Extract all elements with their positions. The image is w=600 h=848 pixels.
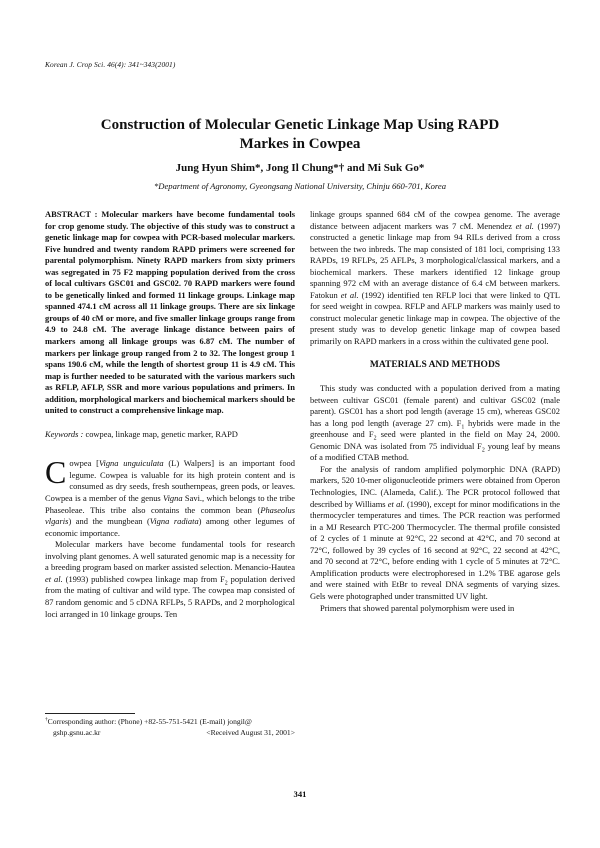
methods-paragraph-1: This study was conducted with a population derived from a mating between cultivar GSC01 (female parent) and cultivar GSC02 (male parent). GSC01 has a short pod length (average 15 cm), whereas GSC02 has a long pod length (average 27 cm). $F_1$ hybrids were made in the greenhouse and $F_2$ seed were planted in the field on May 24, 2000. Genomic DNA was isolated from 75 individual $F_2$ young leaf by means of a modified CTAB method. [310, 383, 560, 463]
received-date: <Received August 31, 2001> [206, 727, 295, 737]
footnote-line-1: †Corresponding author: (Phone) +82-55-751-5421 (E-mail) jongil@ [45, 716, 252, 726]
right-column [310, 209, 560, 614]
drop-cap: C [45, 454, 67, 491]
title-line-1: Construction of Molecular Genetic Linkage Map Using RAPD [100, 117, 500, 133]
footnote-divider [45, 713, 135, 714]
methods-paragraph-3: Primers that showed parental polymorphism were used in [320, 602, 515, 613]
page-number: 341 [293, 789, 307, 799]
author-affiliation: *Department of Agronomy, Gyeongsang National University, Chinju 660-701, Korea [153, 181, 447, 191]
journal-citation: Korean J. Crop Sci. 46(4): 341~343(2001) [45, 60, 176, 69]
keywords-text: cowpea, linkage map, genetic marker, RAPD [83, 428, 238, 439]
abstract: ABSTRACT : Molecular markers have become fundamental tools for crop genome study. The objective of this study was to construct a genetic linkage map for cowpea with PCR-based molecular markers. Five hundred and twenty random RAPD primers were screened for parental polymorphism. Ninety RAPD markers from sixty primers was segregated in 75 F2 mapping population derived from the cross of local cultivars GSC01 and GSC02. 70 RAPD markers were found to be genetically linked and formed 11 linkage groups. Linkage map spanned 474.1 cM across all 11 linkage groups. There are six linkage groups of 40 cM or more, and five smaller linkage groups range from 4.9 to 24.8 cM. The average linkage distance between pairs of markers among all linkage groups was 6.87 cM. The number of markers per linkage group ranged from 2 to 32. The longest group 1 spans 190.6 cM, while the length of shortest group 11 is 4.9 cM. This map is further needed to be saturated with the various markers such as RFLP, AFLP, SSR and more various populations and primers. In addition, morphological markers and biochemical markers should be united to construct a comprehensive linkage map. [45, 209, 295, 416]
left-column [45, 209, 295, 620]
intro-paragraph-1: Cowpea [Vigna unguiculata (L) Walpers] is an important food legume. Cowpea is valuable for its high protein content and is consumed as dry seeds, fresh southernpeas, green pods, or leaves. Cowpea is a member of the genus Vigna Savi., which belongs to the tribe Phaseoleae. This tribe also contains the common bean (Phaseolus vlgaris) and the mungbean (Vigna radiata) among other legumes of economic importance. [45, 454, 296, 538]
title-line-2: Markes in Cowpea [239, 136, 361, 152]
author-list: Jung Hyun Shim*, Jong Il Chung*† and Mi Suk Go* [175, 162, 425, 174]
keywords-label: Keywords : [45, 428, 84, 439]
paper-title [60, 116, 540, 154]
corresponding-author-footnote [45, 717, 295, 738]
keywords [45, 429, 295, 441]
intro-paragraph-2: Molecular markers have become fundamental tools for research involving plant genomes. A well saturated genomic map is a necessity for a breeding program based on marker assisted selection. Menancio-Hautea et al. (1993) published cowpea linkage map from $F_2$ population derived from the mating of cultivar and wild type. The cowpea map consisted of 87 random genomic and 5 cDNA RFLPs, 5 RAPDs, and 2 morphological loci arranged in 10 linkage groups. Ten [45, 539, 295, 619]
methods-paragraph-2: For the analysis of random amplified polymorphic DNA (RAPD) markers, 520 10-mer oligonucleotide primers were obtained from Operon Technologies, INC. (Alameda, Calif.). The PCR protocol followed that described by Williams et al. (1990), except for minor modifications in the thermocycler temperatures and times. The PCR reaction was performed in a MJ Research PTC-200 Thermocycler. The thermal profile consisted of 2 cycles of 1 minute at 92°C, 22 second at 42°C, and 70 second at 72°C, followed by 39 cycles of 16 second at 92°C, 22 second at 42°C, and 70 second at 72°C, before ending with 1 cycle of 5 minutes at 72°C. Amplification products were electrophoresed in 1.2% TBE agarose gels and were stained with EtBr to reveal DNA segments of varying sizes. Gels were photographed under transmitted UV light. [310, 463, 560, 601]
footnote-email-domain: gshp.gsnu.ac.kr [53, 727, 101, 737]
intro-paragraph-continued: linkage groups spanned 684 cM of the cowpea genome. The average distance between adjacent markers was 7 cM. Menendez et al. (1997) constructed a genetic linkage map from 94 RILs derived from a cross between the two inbreds. The map consisted of 181 loci, comprising 133 RAPDs, 19 RFLPs, 25 AFLPs, 3 morphological/classical markers, and a biochemical markers. These markers identified 12 linkage group spanning 972 cM with an average distance of 6.4 cM between markers. Fatokun et al. (1992) identified ten RFLP loci that were linked to QTL for seed weight in cowpea. RFLP and AFLP markers was mainly used to construct molecular genetic linkage map in cowpea. The objective of the present study was to develop genetic linkage map of cowpea based primarily on RAPD markers in a cross within the cultivated gene pool. [310, 209, 561, 347]
footnote-line-2 [45, 728, 295, 739]
section-heading-materials-methods: MATERIALS AND METHODS [369, 359, 501, 370]
footnote-mark: † [45, 716, 48, 723]
